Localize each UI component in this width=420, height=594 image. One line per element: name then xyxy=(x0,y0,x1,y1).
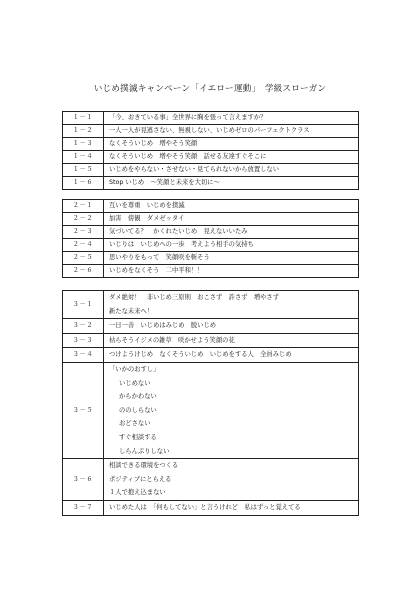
class-label: １－１ xyxy=(63,112,104,125)
class-label: １－２ xyxy=(63,125,104,138)
slogan-line: ダメ絶対！ 非いじめ三原則 おこさず 許さず 増やさず xyxy=(109,294,280,301)
slogan-cell xyxy=(104,138,359,151)
slogan-cell xyxy=(104,112,359,125)
slogan-cell xyxy=(104,291,359,319)
class-label: ２－２ xyxy=(63,213,104,226)
slogan-line: からかわない xyxy=(119,393,157,401)
table-row xyxy=(63,291,359,319)
class-label: ３－７ xyxy=(63,500,104,515)
slogan-line: 気づいてる？ かくれたいじめ 見えないいたみ xyxy=(109,228,248,235)
table-row xyxy=(63,500,359,515)
slogan-line: すぐ相談する xyxy=(119,433,157,441)
slogan-cell xyxy=(104,252,359,265)
slogan-cell xyxy=(104,213,359,226)
class-label: ３－４ xyxy=(63,348,104,363)
table-row xyxy=(63,164,359,177)
class-label: ３－２ xyxy=(63,319,104,334)
class-label: ３－５ xyxy=(63,362,104,458)
slogan-line: 一日一善 いじめはみじめ 脱いじめ xyxy=(109,322,217,330)
slogan-cell xyxy=(104,151,359,164)
slogan-line: いじめない xyxy=(119,379,151,387)
slogan-line: 新たな未来へ！ xyxy=(109,307,154,315)
slogan-cell xyxy=(104,239,359,252)
slogan-cell xyxy=(104,164,359,177)
table-row xyxy=(63,112,359,125)
class-label: ３－６ xyxy=(63,459,104,501)
table-row xyxy=(63,138,359,151)
slogan-cell xyxy=(104,362,359,458)
table-row xyxy=(63,213,359,226)
table-row xyxy=(63,265,359,278)
slogan-line: なくそういじめ 増やそう笑顔 話せる友達すぐそこに xyxy=(109,153,267,160)
table-row xyxy=(63,151,359,164)
slogan-line: いじめをやらない・させない・見てられないから放置しない xyxy=(109,166,280,173)
table-row xyxy=(63,459,359,501)
slogan-line: 「いかのおすし」 xyxy=(109,365,160,373)
slogan-line: 相談できる環境をつくる xyxy=(109,462,179,470)
table-row xyxy=(63,362,359,458)
slogan-line: ポジティブにとらえる xyxy=(109,475,172,483)
slogan-cell xyxy=(104,125,359,138)
slogan-cell xyxy=(104,226,359,239)
class-label: ２－３ xyxy=(63,226,104,239)
slogan-line: １人で抱え込まない xyxy=(109,489,166,497)
class-label: ２－１ xyxy=(63,200,104,213)
grade-1-slogan-table xyxy=(62,111,359,190)
slogan-cell xyxy=(104,459,359,501)
table-row xyxy=(63,333,359,348)
class-label: ３－１ xyxy=(63,291,104,319)
slogan-line: Stop いじめ ～笑顔と未来を大切に～ xyxy=(109,179,220,186)
slogan-line: いじめた人は 「何もしてない」と言うけれど 私はずっと覚えてる xyxy=(109,503,301,511)
slogan-line: いじめをなくそう 二中平和！！ xyxy=(109,267,204,274)
slogan-line: 互いを尊重 いじめを撲滅 xyxy=(109,202,185,209)
table-row xyxy=(63,348,359,363)
grade-3-slogan-table xyxy=(62,290,359,516)
slogan-cell xyxy=(104,200,359,213)
class-label: １－４ xyxy=(63,151,104,164)
slogan-line: いじりは いじめへの一歩 考えよう相手の気持ち xyxy=(109,241,254,248)
slogan-line: 加害 傍観 ダメゼッタイ xyxy=(109,215,185,222)
slogan-line: なくそういじめ 増やそう笑顔 xyxy=(109,140,198,147)
slogan-line: 枯らそうイジメの雑草 咲かせよう笑顔の花 xyxy=(109,336,235,344)
slogan-line: 「今、おきている事」全世界に胸を張って言えますか？ xyxy=(109,114,267,121)
class-label: １－３ xyxy=(63,138,104,151)
slogan-line: しらんぷりしない xyxy=(119,447,170,455)
slogan-line: ののしらない xyxy=(119,406,157,414)
table-row xyxy=(63,226,359,239)
slogan-cell xyxy=(104,348,359,363)
slogan-line: つけようけじめ なくそういじめ いじめをする人 全員みじめ xyxy=(109,351,292,359)
slogan-cell xyxy=(104,265,359,278)
table-row xyxy=(63,239,359,252)
class-label: ２－４ xyxy=(63,239,104,252)
class-label: １－６ xyxy=(63,177,104,190)
slogan-cell xyxy=(104,500,359,515)
class-label: ２－６ xyxy=(63,265,104,278)
table-row xyxy=(63,177,359,190)
page-title: いじめ撲滅キャンペーン「イエロー運動」 学級スローガン xyxy=(93,84,327,94)
table-row xyxy=(63,125,359,138)
slogan-line: 一人一人が見逃さない、無視しない、いじめゼロのパーフェクトクラス xyxy=(109,127,310,134)
grade-2-slogan-table xyxy=(62,199,359,278)
slogan-line: おどさない xyxy=(119,420,151,428)
slogan-cell xyxy=(104,177,359,190)
slogan-cell xyxy=(104,319,359,334)
class-label: １－５ xyxy=(63,164,104,177)
slogan-line: 思いやりをもって 笑顔咲を斬そう xyxy=(109,254,210,261)
table-row xyxy=(63,252,359,265)
table-row xyxy=(63,319,359,334)
table-row xyxy=(63,200,359,213)
class-label: ３－３ xyxy=(63,333,104,348)
slogan-cell xyxy=(104,333,359,348)
class-label: ２－５ xyxy=(63,252,104,265)
